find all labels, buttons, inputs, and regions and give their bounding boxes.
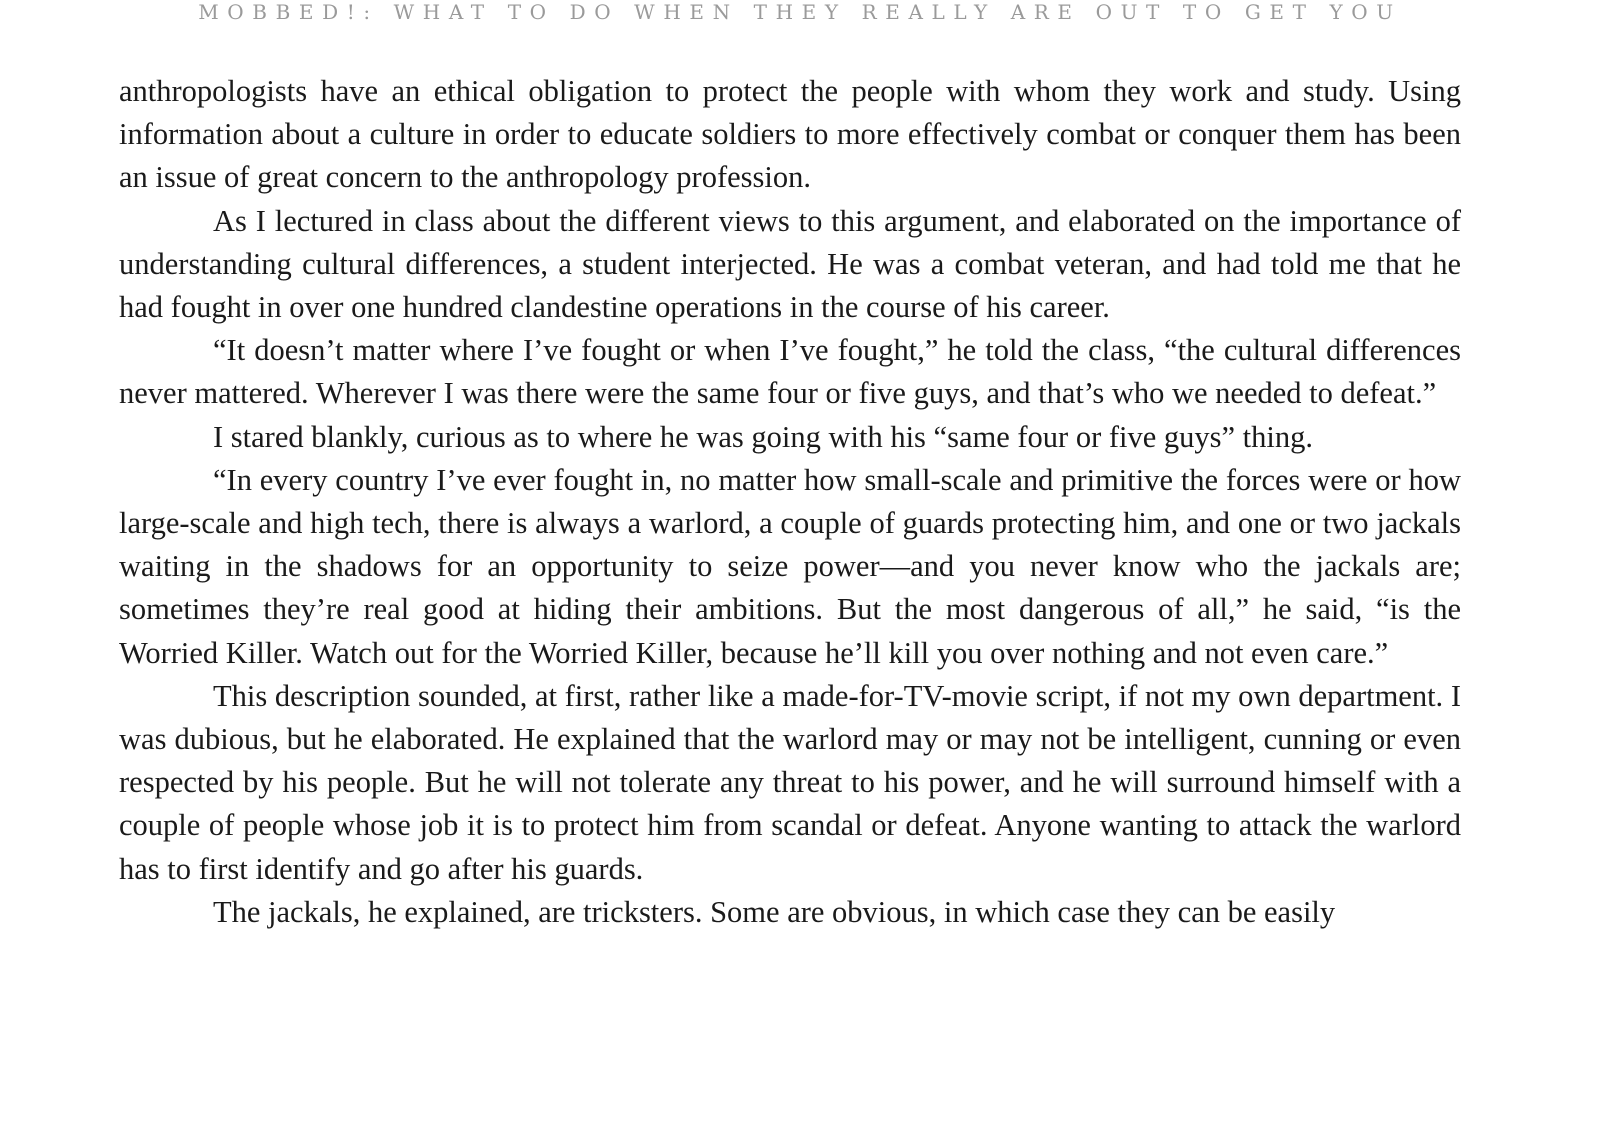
running-header: MOBBED!: WHAT TO DO WHEN THEY REALLY ARE OUT TO GET YOU (198, 0, 1402, 24)
paragraph-1: anthropologists have an ethical obligation to protect the people with whom they work and study. Using information about a culture in order to educate soldiers to more effectively combat or conquer them has been an issue of great concern to the anthropology profession. (119, 74, 1461, 195)
paragraph-5: “In every country I’ve ever fought in, no matter how small-scale and primitive the forces were or how large-scale and high tech, there is always a warlord, a couple of guards protecting him, and one or two jackals waiting in the shadows for an opportunity to seize power—and you never know who the jackals are; sometimes they’re real good at hiding their ambitions. But the most dangerous of all,” he said, “is the Worried Killer. Watch out for the Worried Killer, because he’ll kill you over nothing and not even care.” (119, 462, 1461, 670)
paragraph-6: This description sounded, at first, rather like a made-for-TV-movie script, if not my own department. I was dubious, but he elaborated. He explained that the warlord may or may not be intelligent, cunning or even respected by his people. But he will not tolerate any threat to his power, and he will surround himself with a couple of people whose job it is to protect him from scandal or defeat. Anyone wanting to attack the warlord has to first identify and go after his guards. (119, 678, 1461, 886)
body-text (119, 70, 1461, 934)
paragraph-3: “It doesn’t matter where I’ve fought or when I’ve fought,” he told the class, “the cultural differences never mattered. Wherever I was there were the same four or five guys, and that’s who we needed to defeat.” (119, 333, 1461, 411)
paragraph-2: As I lectured in class about the different views to this argument, and elaborated on the importance of understanding cultural differences, a student interjected. He was a combat veteran, and had told me that he had fought in over one hundred clandestine operations in the course of his career. (119, 203, 1461, 325)
paragraph-4: I stared blankly, curious as to where he was going with his “same four or five guys” thing. (213, 419, 1313, 454)
paragraph-7: The jackals, he explained, are tricksters. Some are obvious, in which case they can be easily (213, 894, 1336, 929)
